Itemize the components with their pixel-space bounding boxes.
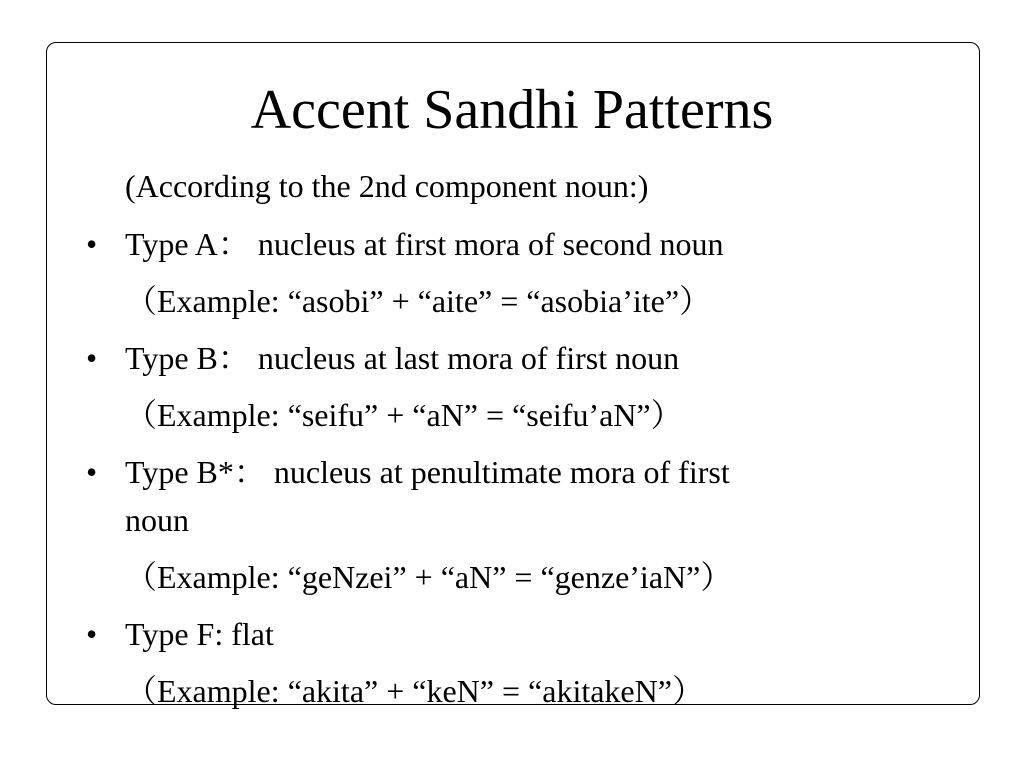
bullet-marker: •: [86, 340, 98, 376]
type-b-example: （Example: “seifu” + “aN” = “seifu’aN”）: [125, 397, 683, 433]
type-b-label: Type B： nucleus at last mora of first noun: [125, 340, 680, 376]
type-f-example: （Example: “akita” + “keN” = “akitakeN”）: [125, 673, 704, 709]
slide-title: Accent Sandhi Patterns: [250, 79, 774, 141]
type-a-example: （Example: “asobi” + “aite” = “asobia’ite”）: [125, 283, 712, 319]
type-a-label: Type A： nucleus at first mora of second noun: [125, 226, 724, 262]
bullet-marker: •: [86, 226, 98, 262]
bullet-marker: •: [86, 454, 98, 490]
type-b-star-example: （Example: “geNzei” + “aN” = “genze’iaN”）: [125, 559, 733, 595]
type-b-star-label: Type B*： nucleus at penultimate mora of first: [125, 454, 730, 490]
type-b-star-label-cont: noun: [125, 502, 189, 538]
bullet-marker: •: [86, 616, 98, 652]
type-f-label: Type F: flat: [125, 616, 274, 652]
subtitle: (According to the 2nd component noun:): [125, 168, 649, 204]
